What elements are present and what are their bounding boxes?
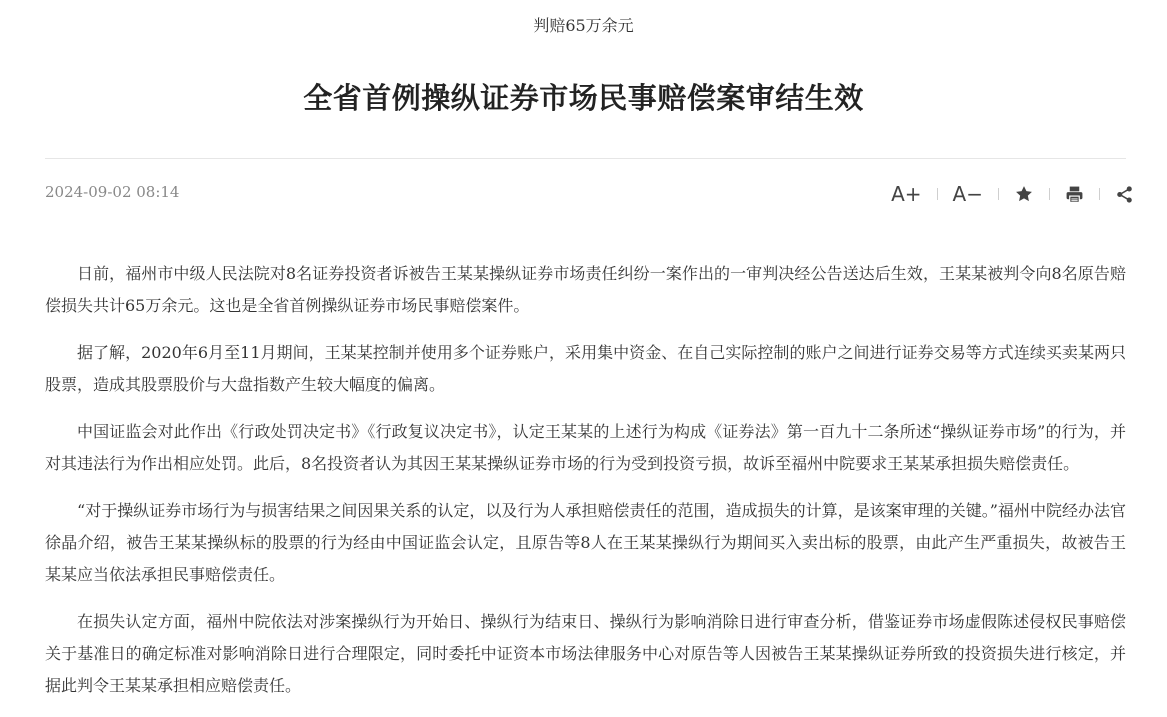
article-body <box>45 258 1126 717</box>
article-paragraph: 据了解，2020年6月至11月期间，王某某控制并使用多个证券账户，采用集中资金、在自己实际控制的账户之间进行证券交易等方式连续买卖某两只股票，造成其股票股价与大盘指数产生较大幅度的偏离。 <box>45 343 1126 394</box>
favorite-button[interactable] <box>1014 180 1034 208</box>
article-paragraph: “对于操纵证券市场行为与损害结果之间因果关系的认定，以及行为人承担赔偿责任的范围，造成损失的计算，是该案审理的关键。”福州中院经办法官徐晶介绍，被告王某某操纵标的股票的行为经由中国证监会认定，且原告等8人在王某某操纵行为期间买入卖出标的股票，由此产生严重损失，故被告王某某应当依法承担民事赔偿责任。 <box>45 501 1126 584</box>
publish-date: 2024-09-02 08:14 <box>45 183 180 201</box>
share-button[interactable] <box>1115 180 1134 208</box>
article-title: 全省首例操纵证券市场民事赔偿案审结生效 <box>303 81 864 115</box>
star-icon <box>1014 184 1034 204</box>
toolbar-separator <box>1099 188 1100 200</box>
pre-title: 判赔65万余元 <box>533 16 634 35</box>
font-increase-button[interactable]: A+ <box>891 182 922 206</box>
share-icon <box>1115 185 1134 204</box>
article-toolbar <box>891 180 1134 208</box>
toolbar-separator <box>998 188 999 200</box>
printer-icon <box>1065 185 1084 204</box>
toolbar-separator <box>937 188 938 200</box>
divider <box>45 158 1126 159</box>
font-decrease-button[interactable]: A− <box>952 182 983 206</box>
toolbar-separator <box>1049 188 1050 200</box>
article-paragraph: 在损失认定方面，福州中院依法对涉案操纵行为开始日、操纵行为结束日、操纵行为影响消除日进行审查分析，借鉴证券市场虚假陈述侵权民事赔偿关于基准日的确定标准对影响消除日进行合理限定，同时委托中证资本市场法律服务中心对原告等人因被告王某某操纵证券所致的投资损失进行核定，并据此判令王某某承担相应赔偿责任。 <box>45 612 1126 695</box>
print-button[interactable] <box>1065 180 1084 208</box>
article-paragraph: 日前，福州市中级人民法院对8名证券投资者诉被告王某某操纵证券市场责任纠纷一案作出的一审判决经公告送达后生效，王某某被判令向8名原告赔偿损失共计65万余元。这也是全省首例操纵证券市场民事赔偿案件。 <box>45 264 1126 315</box>
article-paragraph: 中国证监会对此作出《行政处罚决定书》《行政复议决定书》，认定王某某的上述行为构成《证券法》第一百九十二条所述“操纵证券市场”的行为，并对其违法行为作出相应处罚。此后，8名投资者认为其因王某某操纵证券市场的行为受到投资亏损，故诉至福州中院要求王某某承担损失赔偿责任。 <box>45 422 1126 473</box>
